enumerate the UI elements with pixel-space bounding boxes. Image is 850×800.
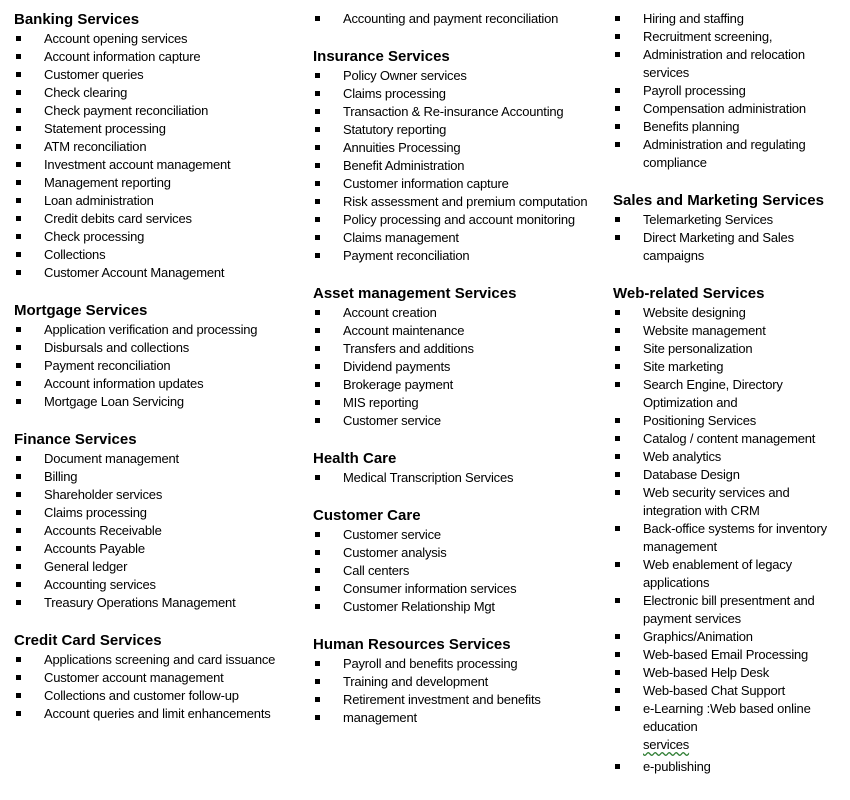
list-item: Back-office systems for inventory management	[613, 520, 845, 556]
list-item-text: e-Learning :Web based online education	[643, 701, 811, 734]
list-item: Accounts Receivable	[14, 522, 300, 540]
list-item: Site marketing	[613, 358, 845, 376]
list-item: Customer account management	[14, 669, 300, 687]
section-continued-list	[313, 10, 603, 28]
list-item: Loan administration	[14, 192, 300, 210]
list-item: Check clearing	[14, 84, 300, 102]
list-item: e-publishing	[613, 758, 845, 776]
list-item: Retirement investment and benefits	[313, 691, 603, 709]
customer-care-list	[313, 526, 603, 616]
list-item: Recruitment screening,	[613, 28, 845, 46]
list-item: Accounts Payable	[14, 540, 300, 558]
list-item: Customer information capture	[313, 175, 603, 193]
list-item: Accounting services	[14, 576, 300, 594]
mortgage-services-list	[14, 321, 300, 411]
list-item: Accounting and payment reconciliation	[313, 10, 603, 28]
list-item: MIS reporting	[313, 394, 603, 412]
column-2	[313, 10, 603, 746]
list-item: Account creation	[313, 304, 603, 322]
section-title: Health Care	[313, 450, 397, 467]
list-item: Catalog / content management	[613, 430, 845, 448]
section-banking-services	[14, 10, 300, 282]
list-item: Consumer information services	[313, 580, 603, 598]
section-title: Finance Services	[14, 431, 137, 448]
list-item: Annuities Processing	[313, 139, 603, 157]
list-item: Policy Owner services	[313, 67, 603, 85]
finance-services-list	[14, 450, 300, 612]
list-item-elearning	[613, 700, 845, 754]
list-item: Payroll and benefits processing	[313, 655, 603, 673]
asset-management-services-list	[313, 304, 603, 430]
section-health-care	[313, 449, 603, 487]
list-item: Disbursals and collections	[14, 339, 300, 357]
list-item: Customer Relationship Mgt	[313, 598, 603, 616]
list-item: Training and development	[313, 673, 603, 691]
list-item: Application verification and processing	[14, 321, 300, 339]
section-mortgage-services	[14, 301, 300, 411]
section-title: Banking Services	[14, 11, 140, 28]
section-title: Web-related Services	[613, 285, 765, 302]
continued-list	[613, 10, 845, 172]
list-item: Check processing	[14, 228, 300, 246]
section-continued-list	[613, 10, 845, 172]
list-item: Dividend payments	[313, 358, 603, 376]
list-item: Search Engine, Directory Optimization and	[613, 376, 845, 412]
list-item: Benefit Administration	[313, 157, 603, 175]
list-item: General ledger	[14, 558, 300, 576]
list-item: Medical Transcription Services	[313, 469, 603, 487]
list-item: Treasury Operations Management	[14, 594, 300, 612]
list-item: Site personalization	[613, 340, 845, 358]
list-item: Customer service	[313, 526, 603, 544]
human-resources-services-list	[313, 655, 603, 727]
list-item: Policy processing and account monitoring	[313, 211, 603, 229]
list-item: Credit debits card services	[14, 210, 300, 228]
banking-services-list	[14, 30, 300, 282]
list-item: Account information capture	[14, 48, 300, 66]
column-1	[14, 10, 300, 742]
continued-list	[313, 10, 603, 28]
list-item: Claims processing	[14, 504, 300, 522]
list-item: Account opening services	[14, 30, 300, 48]
health-care-list	[313, 469, 603, 487]
list-item: Customer Account Management	[14, 264, 300, 282]
list-item: Transaction & Re-insurance Accounting	[313, 103, 603, 121]
list-item: Web-based Help Desk	[613, 664, 845, 682]
list-item: ATM reconciliation	[14, 138, 300, 156]
web-related-services-list	[613, 304, 845, 776]
list-item: Direct Marketing and Sales campaigns	[613, 229, 845, 265]
list-item: Positioning Services	[613, 412, 845, 430]
list-item: Electronic bill presentment and payment services	[613, 592, 845, 628]
list-item: Billing	[14, 468, 300, 486]
list-item: Applications screening and card issuance	[14, 651, 300, 669]
section-asset-management-services	[313, 284, 603, 430]
list-item: Web security services and integration with CRM	[613, 484, 845, 520]
list-item: Call centers	[313, 562, 603, 580]
section-credit-card-services	[14, 631, 300, 723]
list-item: Risk assessment and premium computation	[313, 193, 603, 211]
section-customer-care	[313, 506, 603, 616]
list-item: management	[313, 709, 603, 727]
list-item: Administration and regulating compliance	[613, 136, 845, 172]
list-item: Web enablement of legacy applications	[613, 556, 845, 592]
list-item: Hiring and staffing	[613, 10, 845, 28]
list-item: Investment account management	[14, 156, 300, 174]
list-item: Graphics/Animation	[613, 628, 845, 646]
list-item: Benefits planning	[613, 118, 845, 136]
list-item: Statutory reporting	[313, 121, 603, 139]
list-item: Customer analysis	[313, 544, 603, 562]
list-item-text-suffix: services	[643, 737, 690, 752]
list-item: Payment reconciliation	[313, 247, 603, 265]
section-title: Human Resources Services	[313, 636, 511, 653]
list-item: Check payment reconciliation	[14, 102, 300, 120]
list-item: Collections and customer follow-up	[14, 687, 300, 705]
list-item: Transfers and additions	[313, 340, 603, 358]
list-item: Management reporting	[14, 174, 300, 192]
list-item: Statement processing	[14, 120, 300, 138]
section-title: Sales and Marketing Services	[613, 192, 824, 209]
section-insurance-services	[313, 47, 603, 265]
list-item: Mortgage Loan Servicing	[14, 393, 300, 411]
section-title: Mortgage Services	[14, 302, 148, 319]
list-item: Account maintenance	[313, 322, 603, 340]
insurance-services-list	[313, 67, 603, 265]
list-item: Claims processing	[313, 85, 603, 103]
list-item: Brokerage payment	[313, 376, 603, 394]
section-title: Credit Card Services	[14, 632, 162, 649]
section-web-related-services	[613, 284, 845, 776]
list-item: Payroll processing	[613, 82, 845, 100]
list-item: Account information updates	[14, 375, 300, 393]
list-item: Account queries and limit enhancements	[14, 705, 300, 723]
credit-card-services-list	[14, 651, 300, 723]
list-item: Compensation administration	[613, 100, 845, 118]
list-item: Customer service	[313, 412, 603, 430]
list-item: Website management	[613, 322, 845, 340]
list-item: Claims management	[313, 229, 603, 247]
column-3	[613, 10, 845, 795]
section-human-resources-services	[313, 635, 603, 727]
list-item: Customer queries	[14, 66, 300, 84]
list-item: Web-based Email Processing	[613, 646, 845, 664]
list-item: Website designing	[613, 304, 845, 322]
section-title: Asset management Services	[313, 285, 517, 302]
list-item: Web analytics	[613, 448, 845, 466]
sales-and-marketing-services-list	[613, 211, 845, 265]
list-item: Shareholder services	[14, 486, 300, 504]
list-item: Web-based Chat Support	[613, 682, 845, 700]
list-item: Payment reconciliation	[14, 357, 300, 375]
list-item: Collections	[14, 246, 300, 264]
section-title: Customer Care	[313, 507, 421, 524]
list-item: Administration and relocation services	[613, 46, 845, 82]
section-sales-and-marketing-services	[613, 191, 845, 265]
list-item: Telemarketing Services	[613, 211, 845, 229]
list-item: Database Design	[613, 466, 845, 484]
section-title: Insurance Services	[313, 48, 450, 65]
list-item: Document management	[14, 450, 300, 468]
section-finance-services	[14, 430, 300, 612]
